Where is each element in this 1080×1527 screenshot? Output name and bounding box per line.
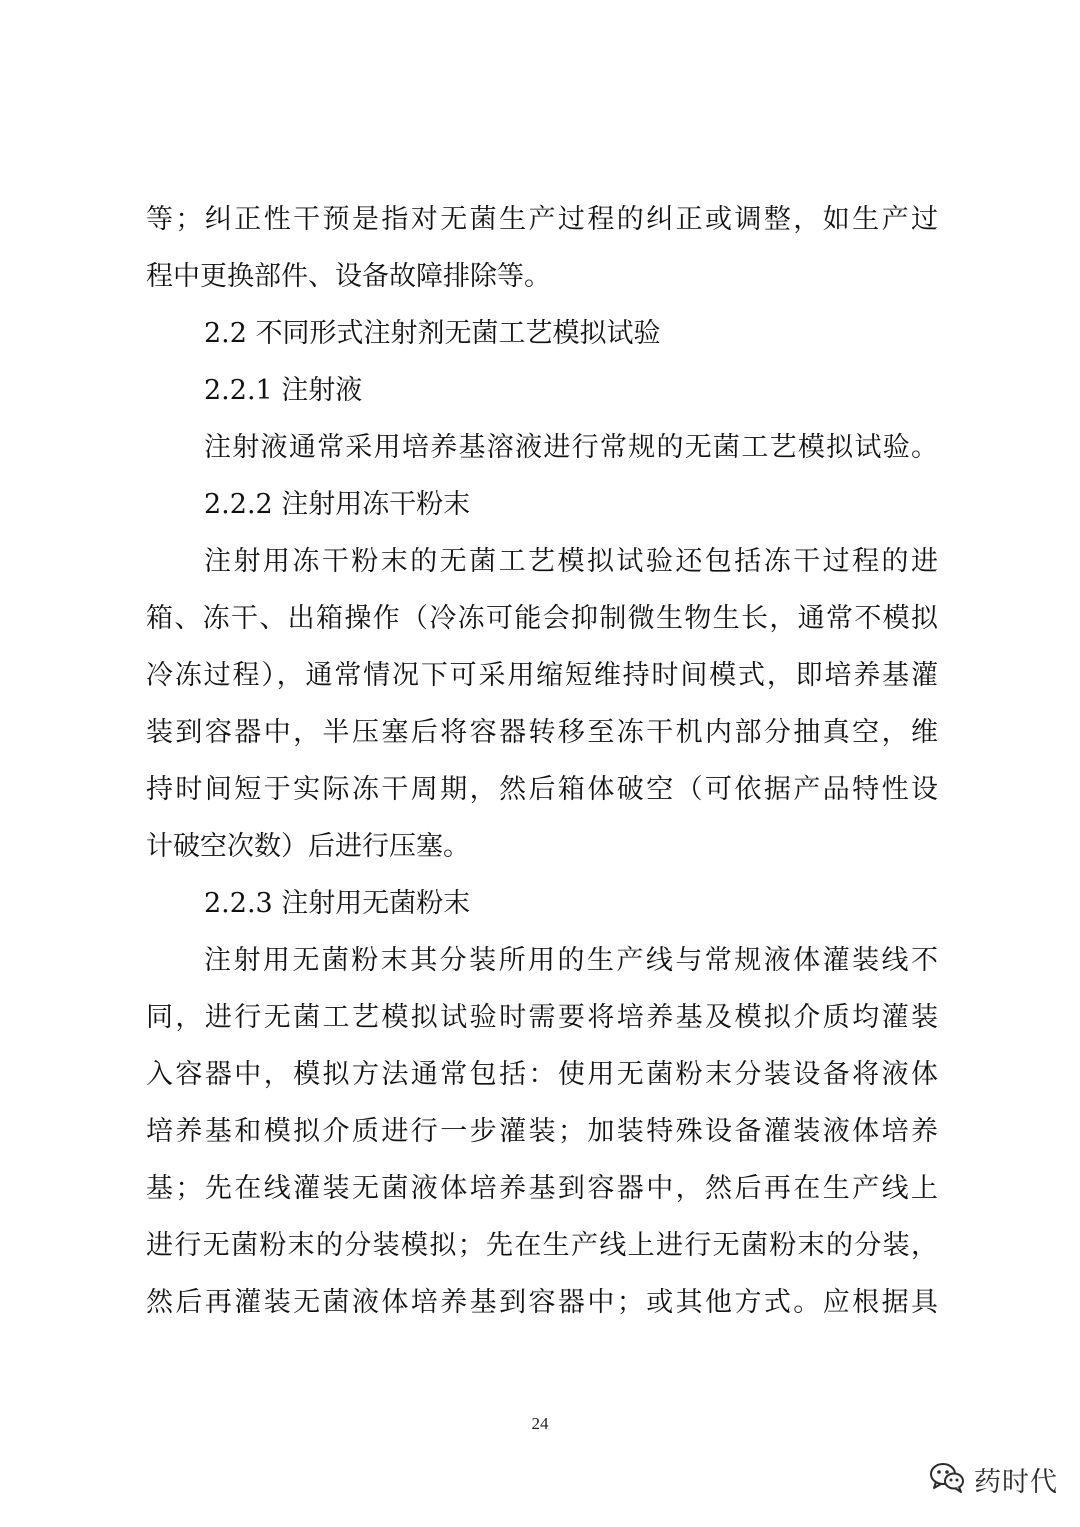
body-line: 基；先在线灌装无菌液体培养基到容器中，然后再在生产线上 <box>146 1173 938 1204</box>
body-line: 进行无菌粉末的分装模拟；先在生产线上进行无菌粉末的分装， <box>146 1230 938 1261</box>
body-line: 等；纠正性干预是指对无菌生产过程的纠正或调整，如生产过 <box>146 204 938 235</box>
document-body <box>146 191 938 1331</box>
body-line: 然后再灌装无菌液体培养基到容器中；或其他方式。应根据具 <box>146 1287 938 1318</box>
body-line: 入容器中，模拟方法通常包括：使用无菌粉末分装设备将液体 <box>146 1059 938 1090</box>
watermark <box>928 1458 1058 1500</box>
subsection-heading: 2.2.1 注射液 <box>204 375 363 406</box>
watermark-text: 药时代 <box>974 1466 1058 1498</box>
body-line: 程中更换部件、设备故障排除等。 <box>146 261 551 292</box>
body-line: 注射用无菌粉末其分装所用的生产线与常规液体灌装线不 <box>204 945 938 976</box>
page-number: 24 <box>531 1414 549 1433</box>
body-line: 计破空次数）后进行压塞。 <box>146 831 470 862</box>
body-line: 箱、冻干、出箱操作（冷冻可能会抑制微生物生长，通常不模拟 <box>146 603 938 634</box>
subsection-heading: 2.2.2 注射用冻干粉末 <box>204 489 471 520</box>
subsection-heading: 2.2.3 注射用无菌粉末 <box>204 888 471 919</box>
body-line: 装到容器中，半压塞后将容器转移至冻干机内部分抽真空，维 <box>146 717 938 748</box>
body-line: 冷冻过程），通常情况下可采用缩短维持时间模式，即培养基灌 <box>146 660 938 691</box>
body-line: 同，进行无菌工艺模拟试验时需要将培养基及模拟介质均灌装 <box>146 1002 938 1033</box>
body-line: 注射液通常采用培养基溶液进行常规的无菌工艺模拟试验。 <box>204 432 938 463</box>
wechat-icon <box>928 1460 966 1498</box>
body-line: 持时间短于实际冻干周期，然后箱体破空（可依据产品特性设 <box>146 774 938 805</box>
body-line: 培养基和模拟介质进行一步灌装；加装特殊设备灌装液体培养 <box>146 1116 938 1147</box>
section-heading: 2.2 不同形式注射剂无菌工艺模拟试验 <box>204 318 661 349</box>
body-line: 注射用冻干粉末的无菌工艺模拟试验还包括冻干过程的进 <box>204 546 938 577</box>
